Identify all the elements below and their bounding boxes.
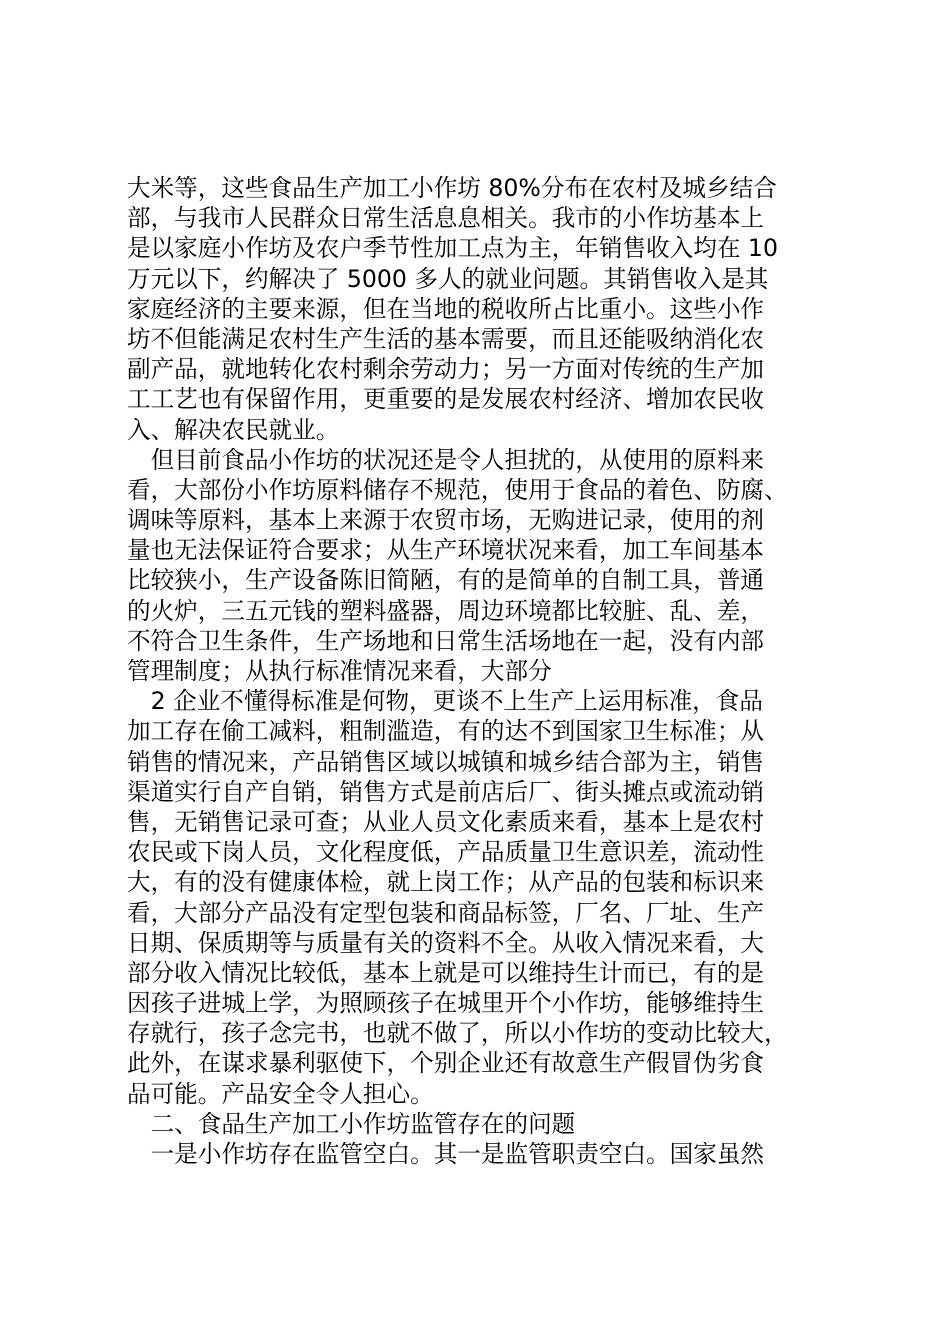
text-line: 量也无法保证符合要求；从生产环境状况来看，加工车间基本 — [127, 536, 765, 565]
text-line: 此外，在谋求暴利驱使下，个别企业还有故意生产假冒伪劣食 — [127, 1049, 765, 1078]
text-line: 销售的情况来，产品销售区域以城镇和城乡结合部为主，销售 — [127, 747, 765, 776]
text-line: 看，大部份小作坊原料储存不规范，使用于食品的着色、防腐、 — [127, 475, 788, 504]
text-line: 工工艺也有保留作用，更重要的是发展农村经济、增加农民收 — [127, 385, 765, 414]
text-line: 一是小作坊存在监管空白。其一是监管职责空白。国家虽然 — [127, 1140, 765, 1168]
text-line: 不符合卫生条件，生产场地和日常生活场地在一起，没有内部 — [127, 626, 765, 655]
text-line: 品可能。产品安全令人担心。 — [127, 1079, 434, 1108]
text-line: 大，有的没有健康体检，就上岗工作；从产品的包装和标识来 — [127, 868, 765, 897]
text-line: 是以家庭小作坊及农户季节性加工点为主，年销售收入均在 10 — [127, 234, 778, 263]
text-line: 比较狭小，生产设备陈旧简陋，有的是简单的自制工具，普通 — [127, 566, 765, 595]
section-heading: 二、食品生产加工小作坊监管存在的问题 — [127, 1109, 576, 1138]
text-line: 但目前食品小作坊的状况还是令人担扰的，从使用的原料来 — [127, 445, 765, 474]
text-line: 日期、保质期等与质量有关的资料不全。从收入情况来看，大 — [127, 928, 765, 957]
text-line: 存就行，孩子念完书，也就不做了，所以小作坊的变动比较大， — [127, 1019, 788, 1048]
text-line: 售，无销售记录可查；从业人员文化素质来看，基本上是农村 — [127, 807, 765, 836]
text-line: 万元以下，约解决了 5000 多人的就业问题。其销售收入是其 — [127, 264, 769, 293]
text-line: 的火炉，三五元钱的塑料盛器，周边环境都比较脏、乱、差， — [127, 596, 765, 625]
document-body — [127, 173, 839, 1169]
text-line: 大米等，这些食品生产加工小作坊 80%分布在农村及城乡结合 — [127, 174, 777, 202]
text-line: 加工存在偷工减料，粗制滥造，有的达不到国家卫生标准；从 — [127, 717, 765, 746]
text-line: 部分收入情况比较低，基本上就是可以维持生计而已，有的是 — [127, 958, 765, 987]
text-line: 因孩子进城上学，为照顾孩子在城里开个小作坊，能够维持生 — [127, 989, 765, 1018]
text-line: 入、解决农民就业。 — [127, 415, 340, 444]
text-line: 部，与我市人民群众日常生活息息相关。我市的小作坊基本上 — [127, 204, 765, 233]
text-line: 调味等原料，基本上来源于农贸市场，无购进记录，使用的剂 — [127, 506, 765, 535]
text-line: 2 企业不懂得标准是何物，更谈不上生产上运用标准，食品 — [127, 687, 763, 716]
text-line: 家庭经济的主要来源，但在当地的税收所占比重小。这些小作 — [127, 294, 765, 323]
text-line: 农民或下岗人员，文化程度低，产品质量卫生意识差，流动性 — [127, 838, 765, 867]
text-line: 管理制度；从执行标准情况来看，大部分 — [127, 657, 552, 685]
text-line: 渠道实行自产自销，销售方式是前店后厂、街头摊点或流动销 — [127, 777, 765, 806]
text-line: 坊不但能满足农村生产生活的基本需要，而且还能吸纳消化农 — [127, 324, 765, 353]
text-line: 看，大部分产品没有定型包装和商品标签，厂名、厂址、生产 — [127, 898, 765, 927]
text-line: 副产品，就地转化农村剩余劳动力；另一方面对传统的生产加 — [127, 355, 765, 384]
